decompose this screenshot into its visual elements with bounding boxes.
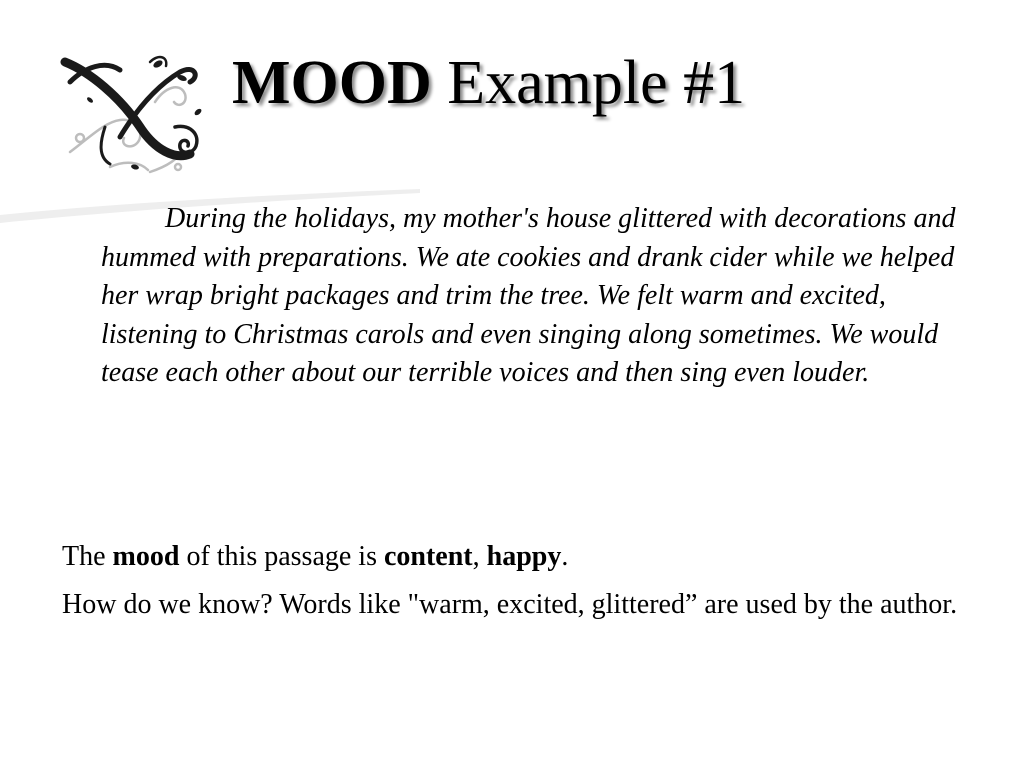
title-example-number: Example #1 bbox=[431, 49, 746, 117]
mood-keyword: mood bbox=[112, 541, 180, 572]
title-mood-word: MOOD bbox=[232, 49, 432, 117]
slide-title bbox=[232, 46, 745, 120]
mood-text-2: of this passage is bbox=[179, 541, 384, 572]
mood-statement bbox=[62, 538, 1000, 577]
swirl-flourish-icon bbox=[50, 42, 210, 182]
mood-answer-happy: happy bbox=[486, 541, 562, 572]
evidence-statement: How do we know? Words like "warm, excited, glittered” are used by the author. bbox=[62, 589, 958, 620]
mood-text-1: The bbox=[62, 541, 113, 572]
mood-answer-content: content bbox=[383, 541, 473, 572]
example-passage: During the holidays, my mother's house glittered with decorations and hummed with preparations. We ate cookies and drank cider while we helped her wrap bright packages and trim the tree. We felt warm and excited, listening to Christmas carols and even singing along sometimes. We would tease each other about our terrible voices and then sing even louder. bbox=[101, 203, 956, 388]
mood-text-4: . bbox=[561, 541, 569, 572]
mood-text-3: , bbox=[472, 541, 487, 572]
